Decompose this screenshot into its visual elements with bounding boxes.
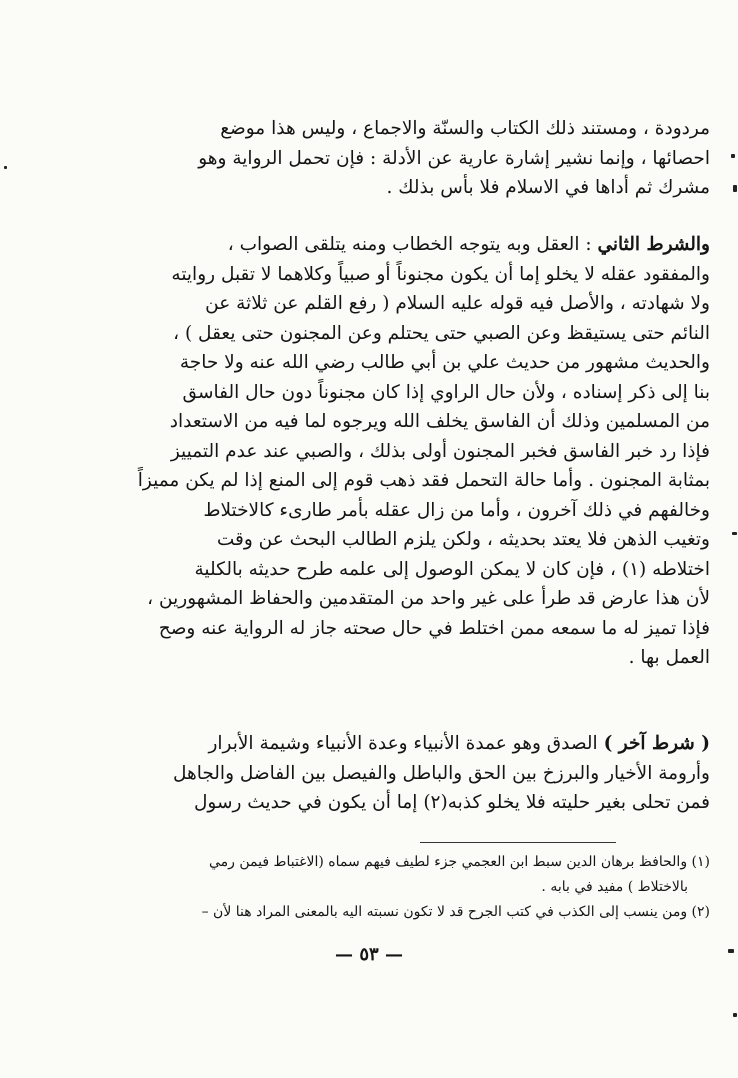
text-line: بنا إلى ذكر إسناده ، ولأن حال الراوي إذا كان مجنوناً دون حال الفاسق [182, 381, 710, 403]
text-line: فإذا تميز له ما سمعه ممن اختلط في حال صحته جاز له الرواية عنه وصح [158, 617, 710, 639]
section-heading: ( شرط آخر ) [603, 733, 710, 754]
footnote-1-continuation: بالاختلاط ) مفيد في بابه . [541, 879, 688, 895]
text-line: من المسلمين وذلك أن الفاسق يخلف الله ويرجوه لما فيه من الاستعداد [169, 411, 710, 432]
section-heading: والشرط الثاني [597, 234, 710, 255]
page-number: — ٥٣ — [335, 944, 403, 965]
footnote-1: (١) والحافظ برهان الدين سبط ابن العجمي جزء لطيف فيهم سماه (الاغتباط فيمن رمي [209, 854, 710, 870]
scan-mark [731, 154, 735, 158]
text-line: فإذا رد خبر الفاسق فخبر المجنون أولى بذلك ، والصبي عند عدم التمييز [170, 440, 710, 462]
footnotes [118, 850, 710, 925]
text-line: العمل بها . [628, 647, 710, 668]
paragraph-another-condition [118, 729, 710, 818]
text-line: مشرك ثم أداها في الاسلام فلا بأس بذلك . [386, 177, 710, 198]
footnote-divider [420, 842, 616, 843]
scan-mark [732, 532, 737, 535]
text-line: بمثابة المجنون . وأما حالة التحمل فقد ذهب قوم إلى المنع إذا لم يكن مميزاً [137, 470, 710, 491]
paragraph-1 [118, 114, 710, 203]
text-line: اختلاطه (١) ، فإن كان لا يمكن الوصول إلى علمه طرح حديثه بالكلية [194, 558, 710, 580]
scan-mark [728, 949, 734, 953]
scan-mark [733, 185, 737, 192]
text-line: وخالفهم في ذلك آخرون ، وأما من زال عقله بأمر طارىء كالاختلاط [203, 499, 710, 521]
text-line: النائم حتى يستيقظ وعن الصبي حتى يحتلم وعن المجنون حتى يعقل ) ، [173, 322, 710, 344]
text-line: وأرومة الأخيار والبرزخ بين الحق والباطل والفيصل بين الفاضل والجاهل [172, 762, 710, 784]
scan-mark [733, 1013, 737, 1017]
text-line [118, 729, 710, 759]
scan-mark [4, 166, 7, 169]
text-line: لأن هذا عارض قد طرأ على غير واحد من المتقدمين والحفاظ المشهورين ، [147, 588, 710, 609]
text-span: الصدق وهو عمدة الأنبياء وعدة الأنبياء وشيمة الأبرار [208, 733, 604, 754]
text-line: وتغيب الذهن فلا يعتد بحديثه ، ولكن يلزم الطالب البحث عن وقت [216, 529, 710, 550]
text-span: : العقل وبه يتوجه الخطاب ومنه يتلقى الصواب ، [227, 234, 598, 255]
paragraph-second-condition [118, 230, 710, 673]
text-line: والحديث مشهور من حديث علي بن أبي طالب رضي الله عنه ولا حاجة [179, 352, 710, 373]
text-line: فمن تحلى بغير حليته فلا يخلو كذبه(٢) إما أن يكون في حديث رسول [193, 792, 710, 813]
text-line: احصائها ، وإنما نشير إشارة عارية عن الأدلة : فإن تحمل الرواية وهو [198, 147, 710, 169]
text-line: والمفقود عقله لا يخلو إما أن يكون مجنوناً أو صبياً وكلاهما لا تقبل روايته [171, 263, 710, 285]
text-line: ولا شهادته ، والأصل فيه قوله عليه السلام ( رفع القلم عن ثلاثة عن [205, 293, 710, 314]
footnote-2: (٢) ومن ينسب إلى الكذب في كتب الجرح قد لا تكون نسبته اليه بالمعنى المراد هنا لأن – [201, 904, 710, 920]
text-line: مردودة ، ومستند ذلك الكتاب والسنّة والاجماع ، وليس هذا موضع [220, 118, 710, 139]
text-line [118, 230, 710, 260]
